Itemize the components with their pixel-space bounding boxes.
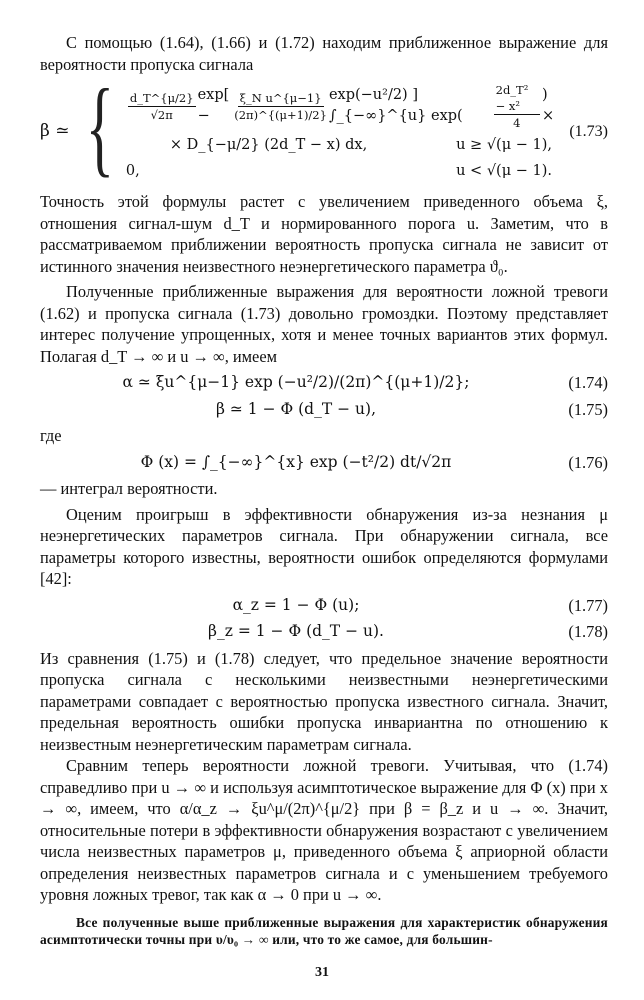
equation-1-78 bbox=[40, 621, 608, 643]
eq175-body: β ≃ 1 − Φ (d_T − u), bbox=[216, 399, 376, 418]
eq176-body: Φ (x) = ∫_{−∞}^{x} exp (−t²/2) dt/√2π bbox=[140, 452, 452, 471]
paragraph-5: Из сравнения (1.75) и (1.78) следует, что предельное значение вероятности пропуска сигнала с несколькими неизвестными неэнергетическими параметрами совпадает с вероятностью пропуска известного сигнала. Значит, предельная вероятность ошибки пропуска инвариантна по отношению к неизвестным неэнергетическим параметрам сигнала. bbox=[40, 648, 608, 754]
eq173-row3-cond: u < √(μ − 1). bbox=[456, 163, 552, 180]
eq177-number: (1.77) bbox=[568, 595, 608, 615]
paragraph-6: Сравним теперь вероятности ложной тревоги. Учитывая, что (1.74) справедливо при u → ∞ и используя асимптотическое выражение для Φ (x) при x → ∞, имеем, что α/α_z → ξu^μ/(2π)^{μ/2} при β = β_z и u → ∞. Значит, относительные потери в эффективности обнаружения возрастают с увеличением числа неизвестных параметров μ, приведенного объема ξ априорной области определения неизвестных параметров сигнала и с уменьшением требуемого уровня ложных тревог, так как α → 0 при u → ∞. bbox=[40, 756, 608, 904]
paragraph-3: — интеграл вероятности. bbox=[40, 479, 218, 498]
eq178-body: β_z = 1 − Φ (d_T − u). bbox=[208, 622, 384, 640]
eq173-frac1-den: √2π bbox=[150, 107, 173, 122]
eq174-number: (1.74) bbox=[568, 373, 608, 392]
footnote bbox=[40, 914, 608, 948]
eq173-frac1 bbox=[128, 90, 196, 123]
equation-1-74 bbox=[40, 372, 608, 394]
eq173-mid: exp(−u²/2) ] ∫_{−∞}^{u} exp( bbox=[328, 86, 463, 124]
eq173-tail: ) × bbox=[541, 86, 555, 124]
eq173-exp1: exp[ − bbox=[197, 86, 230, 124]
eq173-frac2-num: ξ_N u^{μ−1} bbox=[239, 90, 322, 105]
eq174-body: α ≃ ξu^{μ−1} exp (−u²/2)/(2π)^{(μ+1)/2}; bbox=[122, 373, 470, 391]
eq173-row3-expr: 0, bbox=[125, 163, 140, 180]
eq173-row2-expr: × D_{−μ/2} (2d_T − x) dx, bbox=[169, 137, 368, 154]
eq173-frac2 bbox=[234, 90, 327, 123]
eq173-frac2-den: (2π)^{(μ+1)/2} bbox=[234, 107, 327, 122]
equation-1-76 bbox=[40, 452, 608, 474]
where-label: где bbox=[40, 426, 62, 445]
footnote-text: Все полученные выше приближенные выражения для характеристик обнаружения асимптотически точны при υ/υ₀ → ∞ или, что то же самое, для большин- bbox=[40, 914, 608, 947]
eq173-row1 bbox=[126, 79, 558, 133]
eq173-frac3 bbox=[494, 82, 540, 131]
eq177-body: α_z = 1 − Φ (u); bbox=[232, 595, 360, 614]
eq173-lhs: β ≃ bbox=[40, 121, 70, 142]
paragraph-2: Полученные приближенные выражения для вероятности ложной тревоги (1.62) и пропуска сигнала (1.73) довольно громоздки. Поэтому представляет интерес получение упрощенных, хотя и менее точных вариантов этих формул. Полагая d_T → ∞ и u → ∞, имеем bbox=[40, 282, 608, 366]
paragraph-1: Точность этой формулы растет с увеличением приведенного объема ξ, отношения сигнал-шум d_T и нормированного порога u. Заметим, что в рассматриваемом приближении вероятность пропуска сигнала не зависит от истинного значения неизвестного неэнергетического параметра ϑ₀. bbox=[40, 192, 608, 276]
eq173-frac3-den: 4 bbox=[513, 115, 521, 130]
equation-1-75 bbox=[40, 399, 608, 421]
intro-paragraph: С помощью (1.64), (1.66) и (1.72) находим приближенное выражение для вероятности пропуска сигнала bbox=[40, 33, 608, 74]
page-number: 31 bbox=[315, 965, 329, 980]
eq173-row2-cond: u ≥ √(μ − 1), bbox=[456, 137, 552, 154]
eq173-row2 bbox=[126, 133, 558, 159]
left-brace-icon: { bbox=[85, 68, 115, 187]
eq173-row3 bbox=[126, 159, 558, 185]
eq173-number: (1.73) bbox=[569, 123, 608, 141]
eq176-number: (1.76) bbox=[568, 452, 608, 472]
eq173-frac1-num: d_T^{μ/2} bbox=[129, 90, 194, 105]
paragraph-4: Оценим проигрыш в эффективности обнаружения из-за незнания μ неэнергетических параметров сигнала. При обнаружении сигнала, все параметры которого известны, вероятности ошибок определяются формулами [42]: bbox=[40, 504, 608, 588]
eq173-frac3-num: 2d_T² − x² bbox=[494, 82, 540, 115]
eq178-number: (1.78) bbox=[568, 622, 608, 641]
equation-1-77 bbox=[40, 595, 608, 617]
equation-1-73 bbox=[40, 68, 608, 187]
eq175-number: (1.75) bbox=[568, 399, 608, 419]
